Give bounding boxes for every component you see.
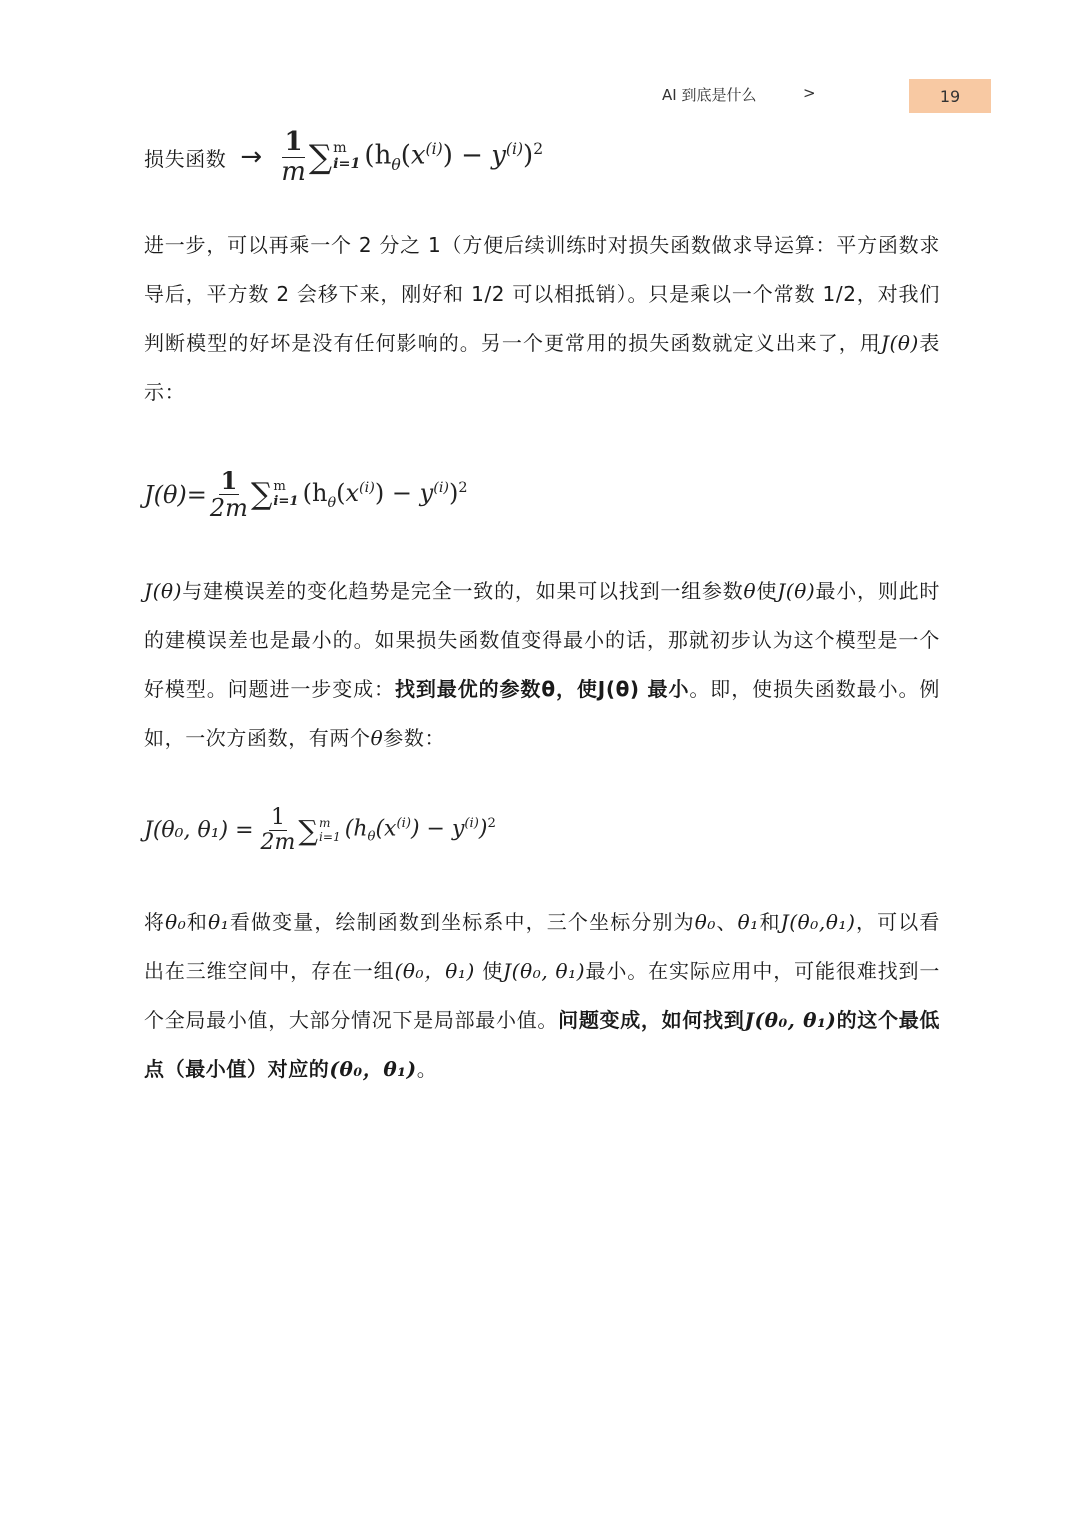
paragraph3-bold-symbol-1: J(θ₀, θ₁) [744, 1008, 837, 1032]
paragraph1-tail: 表示： [144, 331, 940, 404]
page-number-badge [909, 79, 991, 113]
paragraph2-symbol-1: J(θ) [144, 579, 183, 603]
formula1-upper: m [333, 140, 347, 157]
paragraph3-symbol-4: θ₁ [737, 910, 759, 934]
formula2-square: 2 [458, 479, 468, 496]
formula2-fraction [210, 468, 248, 522]
formula2-sup-i2: (i) [433, 479, 450, 496]
paragraph3-text-5: 和 [758, 910, 781, 934]
cost-function-formula [144, 468, 468, 522]
paragraph2-symbol-3: J(θ) [777, 579, 816, 603]
formula3-sup-i: (i) [396, 816, 411, 832]
formula2-h: h [311, 478, 328, 507]
paragraph3-symbol-3: θ₀ [694, 910, 716, 934]
paragraph2-text-2: 使 [756, 579, 778, 603]
loss-function-formula [144, 128, 543, 186]
paragraph3-text-6: ，可以看出在三维空间中，存在一组 [144, 910, 941, 983]
paragraph2-symbol-4: θ [370, 726, 384, 750]
formula3-denominator: 2m [260, 830, 296, 856]
formula2-denominator: 2m [209, 494, 248, 523]
paragraph2-text-5: 参数： [383, 726, 446, 750]
formula2-sigma: ∑ [250, 477, 273, 513]
formula3-lower: i=1 [319, 829, 341, 844]
paragraph2-text-3: 最小，则此时的建模误差也是最小的。如果损失函数值变得最小的话，那就初步认为这个模型是一个好模型。问题进一步变成： [144, 579, 940, 701]
paragraph3-symbol-5: J(θ₀,θ₁) [780, 910, 856, 934]
formula3-body [345, 816, 496, 845]
paragraph2-symbol-2: θ [743, 579, 757, 603]
formula3-upper: m [319, 816, 331, 831]
formula2-sum [251, 477, 299, 512]
formula1-x: x [410, 140, 426, 171]
formula3-lhs: J(θ₀, θ₁) = [144, 818, 254, 844]
paragraph3-symbol-7: J(θ₀, θ₁) [503, 959, 586, 983]
paragraph1-symbol: J(θ) [880, 331, 919, 355]
formula3-numerator: 1 [270, 805, 285, 830]
formula3-sup-i2: (i) [464, 816, 479, 832]
page-number: 19 [939, 86, 961, 106]
formula1-fraction [281, 128, 306, 186]
paragraph-2 [144, 567, 940, 763]
formula3-h: (h [344, 816, 368, 842]
paragraph3-bold-symbol-2: (θ₀，θ₁) [329, 1057, 417, 1081]
formula1-h: h [374, 140, 392, 171]
formula3-theta: θ [367, 830, 376, 846]
formula1-theta: θ [391, 156, 401, 175]
paragraph3-bold-2: 的这个最低点（最小值）对应的 [144, 1008, 941, 1081]
paragraph3-text-1: 将 [144, 910, 166, 934]
formula1-square: 2 [533, 140, 544, 159]
formula1-sup-i: (i) [425, 140, 443, 159]
formula2-x: x [345, 478, 360, 507]
formula3-fraction [261, 806, 296, 855]
formula1-denominator: m [281, 156, 306, 187]
formula2-minus: − [391, 478, 412, 507]
formula3-x: (x [375, 816, 397, 842]
formula1-sum [309, 138, 361, 176]
formula1-y: y [491, 140, 506, 171]
formula3-close: ) [478, 816, 488, 842]
paragraph3-symbol-2: θ₁ [208, 910, 230, 934]
paragraph3-text-7: 使 [474, 959, 504, 983]
paragraph3-text-8: 最小。在实际应用中，可能很难找到一个全局最小值，大部分情况下是局部最小值。 [144, 959, 941, 1032]
paragraph3-text-4: 、 [715, 910, 738, 934]
formula2-upper: m [273, 479, 286, 495]
paragraph-3 [144, 898, 940, 1094]
formula2-sup-i: (i) [359, 479, 375, 496]
paragraph3-text-9: 。 [416, 1057, 438, 1081]
header-title: AI 到底是什么 [662, 86, 757, 104]
paragraph3-symbol-6: (θ₀，θ₁) [394, 959, 475, 983]
formula3-sum [298, 815, 340, 847]
formula2-y: y [419, 478, 434, 507]
paragraph2-bold: 找到最优的参数θ，使J(θ) 最小 [394, 677, 690, 701]
paragraph3-text-3: 看做变量，绘制函数到坐标系中，三个坐标分别为 [229, 910, 695, 934]
formula2-lower: i=1 [273, 493, 299, 509]
paragraph3-text-2: 和 [186, 910, 209, 934]
formula2-lhs: J(θ)= [144, 480, 207, 509]
formula1-sup-i2: (i) [505, 140, 524, 159]
paragraph1-text: 进一步，可以再乘一个 2 分之 1（方便后续训练时对损失函数做求导运算：平方函数求导后，平方数 2 会移下来，刚好和 1/2 可以相抵销）。只是乘以一个常数 1/2，对我们判断模型的好坏是没有任何影响的。另一个更常用的损失函数就定义出来了，用 [144, 233, 940, 355]
formula3-sigma: ∑ [298, 814, 319, 847]
formula1-lower: i=1 [333, 156, 361, 173]
paragraph2-text-4: 。即，使损失函数最小。例如，一次方函数，有两个 [144, 677, 941, 750]
paragraph-1 [144, 221, 940, 417]
two-parameter-cost-formula [144, 806, 496, 855]
formula1-sigma: ∑ [308, 138, 333, 177]
formula2-numerator: 1 [220, 466, 238, 495]
paragraph3-bold-1: 问题变成，如何找到 [558, 1008, 745, 1032]
formula2-body: $(h_\theta(x^{(i)}) - y^{(i)})^2$ [302, 478, 468, 511]
header-arrow: > [803, 84, 816, 102]
formula2-theta: θ [327, 494, 337, 511]
formula3-mid: ) − y [410, 816, 465, 842]
formula1-minus: − [461, 140, 483, 171]
formula1-label: 损失函数 [144, 146, 227, 171]
formula1-body: $(h_\theta(x^{(i)}) - y^{(i)})^2$ [364, 140, 544, 175]
formula3-square: 2 [487, 816, 496, 832]
paragraph2-text-1: 与建模误差的变化趋势是完全一致的，如果可以找到一组参数 [182, 579, 744, 603]
formula1-numerator: 1 [284, 127, 303, 157]
paragraph3-symbol-1: θ₀ [165, 910, 187, 934]
formula1-arrow: → [240, 142, 263, 173]
